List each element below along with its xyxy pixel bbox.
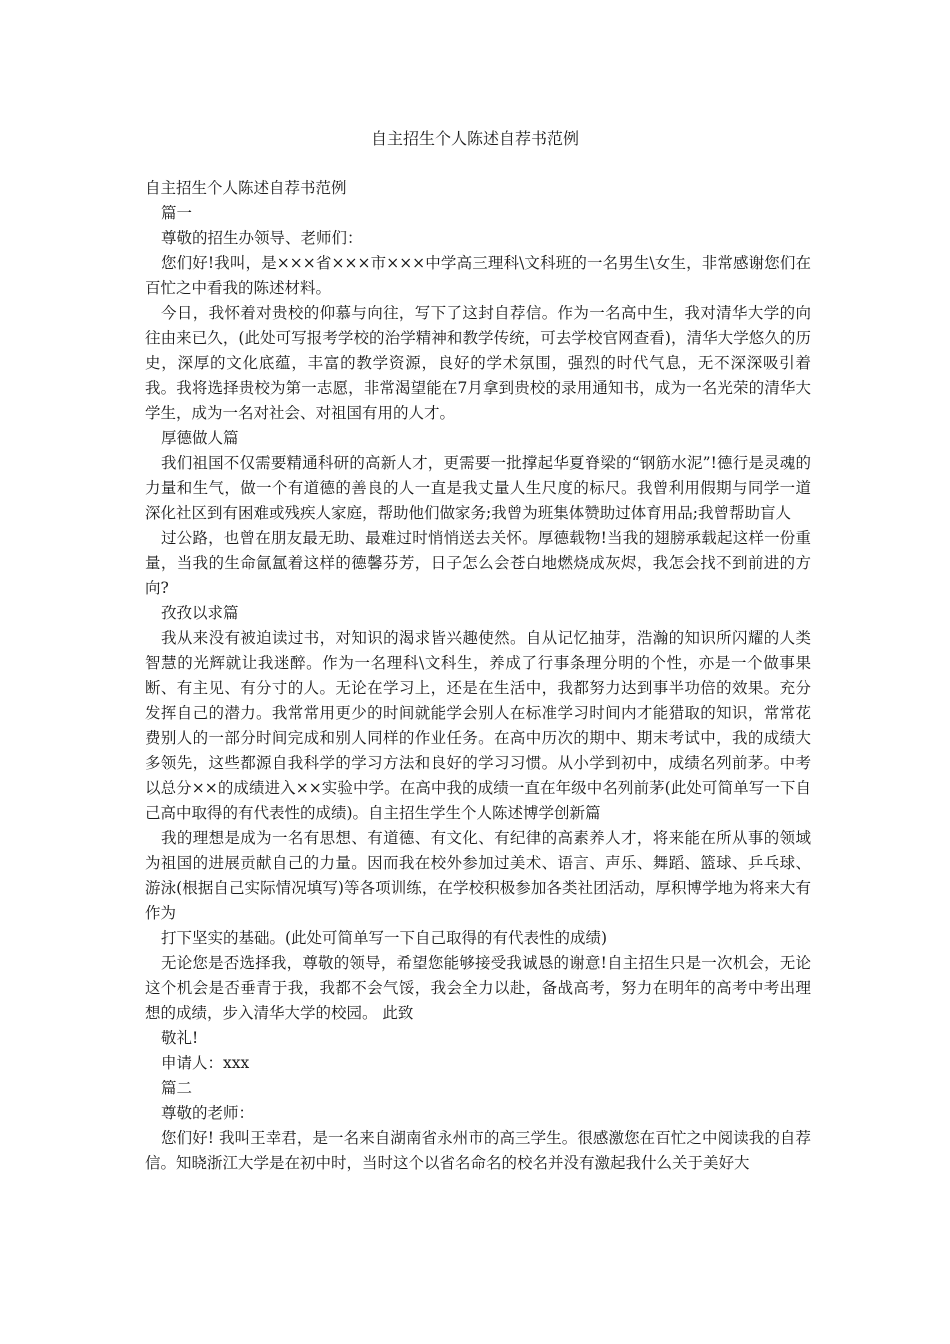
paragraph: 您们好! 我叫王幸君，是一名来自湖南省永州市的高三学生。很感激您在百忙之中阅读我的自荐 信。知晓浙江大学是在初中时，当时这个以省名命名的校名并没有激起我什么关于美好大 <box>145 1129 811 1172</box>
paragraph: 孜孜以求篇 <box>161 604 239 622</box>
document-body <box>145 176 811 1176</box>
paragraph: 打下坚实的基础。(此处可简单写一下自己取得的有代表性的成绩) <box>161 929 608 947</box>
paragraph: 我从来没有被迫读过书，对知识的渴求皆兴趣使然。自从记忆抽芽，浩瀚的知识所闪耀的人类智慧的光辉就让我迷醉。作为一名理科\文科生，养成了行事条理分明的个性，亦是一个做事果断、有主见、有分寸的人。无论在学习上，还是在生活中，我都努力达到事半功倍的效果。充分发挥自己的潜力。我常常用更少的时间就能学会别人在标准学习时间内才能猎取的知识，常常花费别人的一部分时间完成和别人同样的作业任务。在高中历次的期中、期末考试中，我的成绩大多领先，这些都源自我科学的学习方法和良好的学习习惯。从小学到初中，成绩名列前茅。中考以总分××的成绩进入××实验中学。在高中我的成绩一直在年级中名列前茅(此处可简单写一下自己高中取得的有代表性的成绩)。自主招生学生个人陈述博学创新篇 <box>145 629 811 822</box>
paragraph: 篇一 <box>161 204 193 222</box>
paragraph: 敬礼! <box>161 1029 199 1047</box>
paragraph: 我的理想是成为一名有思想、有道德、有文化、有纪律的高素养人才，将来能在所从事的领域为祖国的进展贡献自己的力量。因而我在校外参加过美术、语言、声乐、舞蹈、篮球、乒乓球、游泳(根据自己实际情况填写)等各项训练，在学校积极参加各类社团活动，厚积博学地为将来大有作为 <box>145 829 811 922</box>
paragraph: 我们祖国不仅需要精通科研的高新人才，更需要一批撑起华夏脊梁的“钢筋水泥”!德行是灵魂的力量和生气，做一个有道德的善良的人一直是我丈量人生尺度的标尺。我曾利用假期与同学一道深化社区到有困难或残疾人家庭，帮助他们做家务;我曾为班集体赞助过体育用品;我曾帮助盲人 <box>145 454 811 522</box>
paragraph: 无论您是否选择我，尊敬的领导，希望您能够接受我诚恳的谢意!自主招生只是一次机会，无论这个机会是否垂青于我，我都不会气馁，我会全力以赴，备战高考，努力在明年的高考中考出理想的成绩，步入清华大学的校园。 此致 <box>145 954 811 1022</box>
paragraph: 篇二 <box>161 1079 193 1097</box>
paragraph: 尊敬的老师： <box>161 1104 255 1122</box>
paragraph: 今日，我怀着对贵校的仰慕与向往，写下了这封自荐信。作为一名高中生，我对清华大学的向往由来已久，(此处可写报考学校的治学精神和教学传统，可去学校官网查看)，清华大学悠久的历史，深厚的文化底蕴，丰富的教学资源，良好的学术氛围，强烈的时代气息，无不深深吸引着我。我将选择贵校为第一志愿，非常渴望能在7月拿到贵校的录用通知书，成为一名光荣的清华大学生，成为一名对社会、对祖国有用的人才。 <box>145 304 811 422</box>
paragraph: 过公路，也曾在朋友最无助、最难过时悄悄送去关怀。厚德载物!当我的翅膀承载起这样一份重量，当我的生命氤氲着这样的德馨芬芳，日子怎么会苍白地燃烧成灰烬，我怎会找不到前进的方向? <box>145 529 811 597</box>
paragraph: 厚德做人篇 <box>161 429 239 447</box>
paragraph: 申请人：xxx <box>161 1054 250 1072</box>
document-title: 自主招生个人陈述自荐书范例 <box>370 129 579 148</box>
paragraph: 您们好!我叫，是×××省×××市×××中学高三理科\文科班的一名男生\女生，非常感谢您们在百忙之中看我的陈述材料。 <box>145 254 811 297</box>
paragraph: 尊敬的招生办领导、老师们： <box>161 229 363 247</box>
paragraph: 自主招生个人陈述自荐书范例 <box>145 179 347 197</box>
